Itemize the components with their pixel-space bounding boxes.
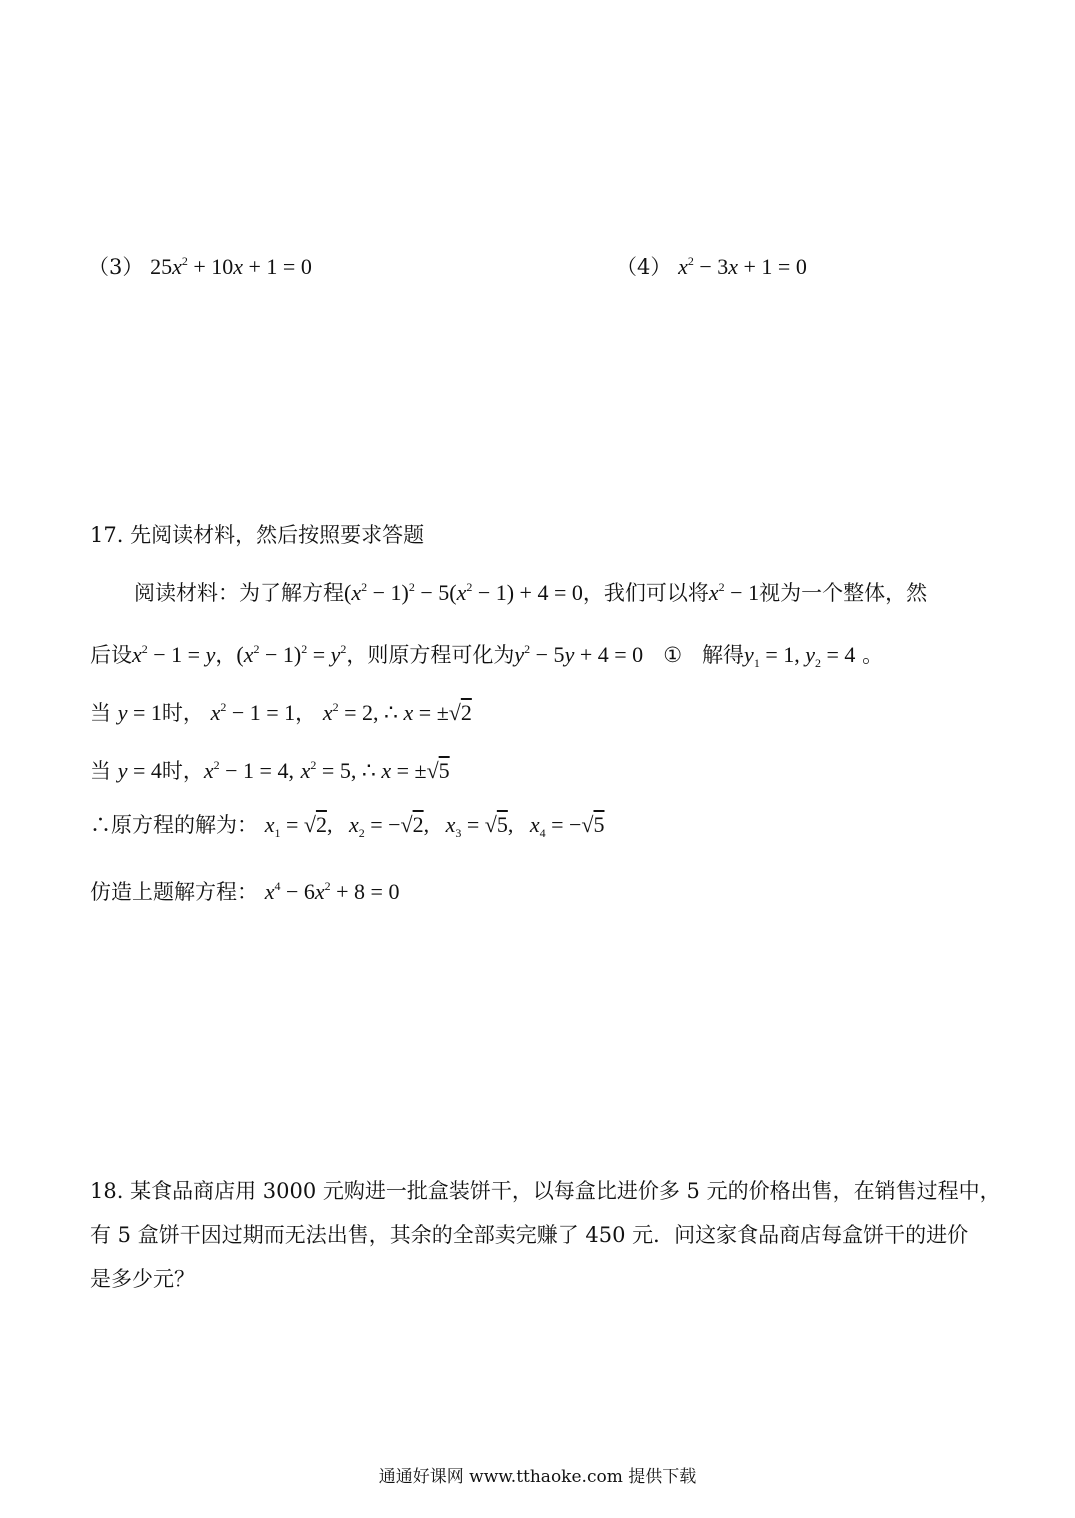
- q17-text: ，则原方程可化为: [346, 643, 515, 667]
- q17-text: 当: [90, 759, 111, 783]
- equation-4: $x^2 - 3x + 1 = 0$: [678, 254, 807, 279]
- q17-text: 当: [90, 701, 111, 725]
- q17-text: 阅读材料：为了解方程: [134, 581, 344, 605]
- y-solutions: $y_1 = 1$, $y_2 = 4$: [744, 642, 856, 670]
- q17-task: [90, 873, 399, 905]
- q17-text: 时，: [161, 759, 204, 783]
- q18-line-1: 18. 某食品商店用 3000 元购进一批盒装饼干，以每盒比进价多 5 元的价格出售，在销售过程中，: [90, 1179, 1001, 1203]
- q17-case-1: 当 y = 1时， $x^2 - 1 = 1$， $x^2 = 2$, ∴ x = ±√2: [90, 700, 472, 725]
- circle-marker: ①: [663, 643, 683, 667]
- equation-original: $(x^2 - 1)^2 - 5(x^2 - 1) + 4 = 0$: [344, 580, 583, 605]
- q17-text: ∴原方程的解为：: [90, 813, 258, 837]
- sub-equation-2: $(x^2 - 1)^2 = y^2$: [236, 642, 347, 667]
- case-1-condition: y = 1: [117, 700, 162, 725]
- q18-line-2: 有 5 盒饼干因过期而无法出售，其余的全部卖完赚了 450 元．问这家食品商店每盒饼干的进价: [90, 1223, 969, 1247]
- problem-4-label: （4）: [616, 255, 672, 279]
- q18-line-3: 是多少元？: [90, 1267, 195, 1291]
- q17-title: 17. 先阅读材料，然后按照要求答题: [90, 523, 425, 547]
- case-2-condition: y = 4: [117, 758, 162, 783]
- q17-material-line-2: 后设$x^2 - 1 = y$，$(x^2 - 1)^2 = y^2$，则原方程可化为$y^2 - 5y + 4 = 0$ ① 解得$y_1 = 1$, $y_2 = 4$ 。: [90, 642, 884, 670]
- task-equation: $x^4 - 6x^2 + 8 = 0$: [264, 879, 400, 904]
- case-2-steps: $x^2 - 1 = 4$,: [203, 758, 294, 783]
- case-2-result: $x^2 = 5$, ∴ x = ±√5: [300, 758, 450, 783]
- expr-x2-1: $x^2 - 1$: [708, 580, 760, 605]
- q17-case-2: [90, 752, 450, 784]
- q17-text: 视为一个整体，然: [759, 581, 928, 605]
- final-solutions: $x_1 = √2$, $x_2 = -√2$, $x_3 = √5$, $x_4 = -√5$: [264, 812, 605, 840]
- q17-material-line-1: [134, 574, 927, 606]
- problem-3: [88, 248, 312, 280]
- equation-y: $y^2 - 5y + 4 = 0$: [514, 642, 644, 667]
- q17-text: 仿造上题解方程：: [90, 880, 258, 904]
- q17-text: ，我们可以将: [582, 581, 709, 605]
- q17-text: 解得: [702, 643, 745, 667]
- footer: 通通好课网 www.tthaoke.com 提供下载: [378, 1467, 697, 1487]
- q17-text: 时，: [161, 701, 204, 725]
- q17-text: 后设: [90, 643, 132, 667]
- case-1-steps: $x^2 - 1 = 1$: [210, 700, 296, 725]
- problem-3-label: （3）: [88, 255, 144, 279]
- sub-equation: $x^2 - 1 = y$: [132, 642, 216, 667]
- case-1-result: $x^2 = 2$, ∴ x = ±√2: [322, 700, 472, 725]
- equation-3: $25x^2 + 10x + 1 = 0$: [150, 254, 312, 279]
- q17-solutions: [90, 812, 605, 846]
- problem-4: [616, 248, 807, 280]
